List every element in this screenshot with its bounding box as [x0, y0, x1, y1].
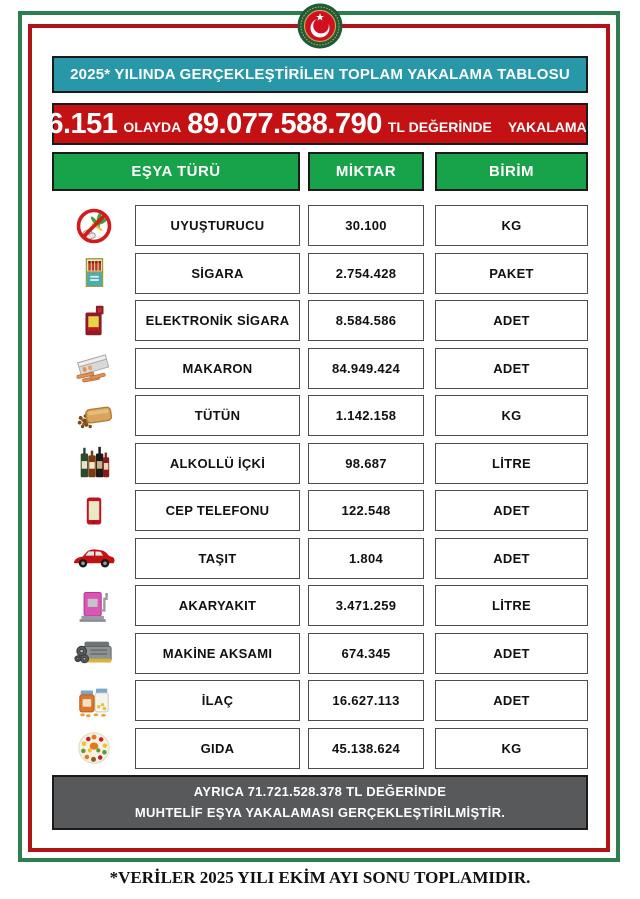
item-unit: KG [435, 395, 588, 436]
car-icon [52, 546, 135, 571]
gumrukler-muhafaza-emblem-icon [297, 3, 343, 49]
item-quantity: 16.627.113 [308, 680, 424, 721]
additional-seizure-note [52, 775, 588, 830]
column-header-item: EŞYA TÜRÜ [52, 152, 300, 191]
table-row [52, 205, 588, 246]
column-header-unit: BİRİM [435, 152, 588, 191]
alcohol-bottles-icon [52, 444, 135, 482]
table-row [52, 633, 588, 674]
item-name: CEP TELEFONU [135, 490, 300, 531]
data-period-footnote: *VERİLER 2025 YILI EKİM AYI SONU TOPLAMIDIR. [109, 868, 531, 887]
item-unit: KG [435, 728, 588, 769]
note-line-1: AYRICA 71.721.528.378 TL DEĞERİNDE [193, 784, 447, 800]
item-quantity: 45.138.624 [308, 728, 424, 769]
item-name: TÜTÜN [135, 395, 300, 436]
cigarette-pack-icon [52, 254, 135, 292]
table-row [52, 490, 588, 531]
item-quantity: 122.548 [308, 490, 424, 531]
table-row [52, 443, 588, 484]
item-quantity: 98.687 [308, 443, 424, 484]
item-quantity: 3.471.259 [308, 585, 424, 626]
event-count-label: OLAYDA [123, 119, 182, 135]
item-quantity: 674.345 [308, 633, 424, 674]
item-name: ALKOLLÜ İÇKİ [135, 443, 300, 484]
item-name: SİGARA [135, 253, 300, 294]
table-row [52, 348, 588, 389]
item-unit: PAKET [435, 253, 588, 294]
food-icon [52, 729, 135, 767]
total-value-label: TL DEĞERİNDE [387, 119, 492, 135]
item-quantity: 84.949.424 [308, 348, 424, 389]
cigarette-tubes-icon [52, 347, 135, 389]
item-quantity: 30.100 [308, 205, 424, 246]
item-name: İLAÇ [135, 680, 300, 721]
fuel-pump-icon [52, 588, 135, 624]
item-name: TAŞIT [135, 538, 300, 579]
item-unit: LİTRE [435, 443, 588, 484]
table-row [52, 538, 588, 579]
table-row [52, 300, 588, 341]
column-header-quantity: MİKTAR [308, 152, 424, 191]
table-row [52, 253, 588, 294]
item-quantity: 1.142.158 [308, 395, 424, 436]
engine-icon [52, 634, 135, 672]
item-quantity: 1.804 [308, 538, 424, 579]
mobile-phone-icon [52, 493, 135, 529]
table-row [52, 585, 588, 626]
table-row [52, 680, 588, 721]
table-header-row [52, 152, 588, 191]
item-unit: LİTRE [435, 585, 588, 626]
item-name: UYUŞTURUCU [135, 205, 300, 246]
item-unit: ADET [435, 680, 588, 721]
title-banner: 2025* YILINDA GERÇEKLEŞTİRİLEN TOPLAM YAKALAMA TABLOSU [52, 56, 588, 93]
medicine-icon [52, 682, 135, 720]
item-name: MAKİNE AKSAMI [135, 633, 300, 674]
summary-banner [47, 103, 588, 145]
item-unit: KG [435, 205, 588, 246]
item-unit: ADET [435, 348, 588, 389]
e-cigarette-icon [52, 302, 135, 340]
item-unit: ADET [435, 633, 588, 674]
no-drugs-icon [52, 206, 135, 246]
content-area [47, 56, 588, 830]
item-quantity: 2.754.428 [308, 253, 424, 294]
item-name: ELEKTRONİK SİGARA [135, 300, 300, 341]
event-count: 6.151 [47, 107, 118, 140]
note-line-2: MUHTELİF EŞYA YAKALAMASI GERÇEKLEŞTİRİLMİŞTİR. [134, 804, 506, 820]
total-value: 89.077.588.790 [187, 107, 382, 140]
seizure-label: YAKALAMA [507, 119, 587, 135]
tobacco-icon [52, 395, 135, 437]
item-quantity: 8.584.586 [308, 300, 424, 341]
item-unit: ADET [435, 538, 588, 579]
item-name: GIDA [135, 728, 300, 769]
item-name: MAKARON [135, 348, 300, 389]
table-row [52, 395, 588, 436]
item-unit: ADET [435, 490, 588, 531]
item-name: AKARYAKIT [135, 585, 300, 626]
item-unit: ADET [435, 300, 588, 341]
table-row [52, 728, 588, 769]
